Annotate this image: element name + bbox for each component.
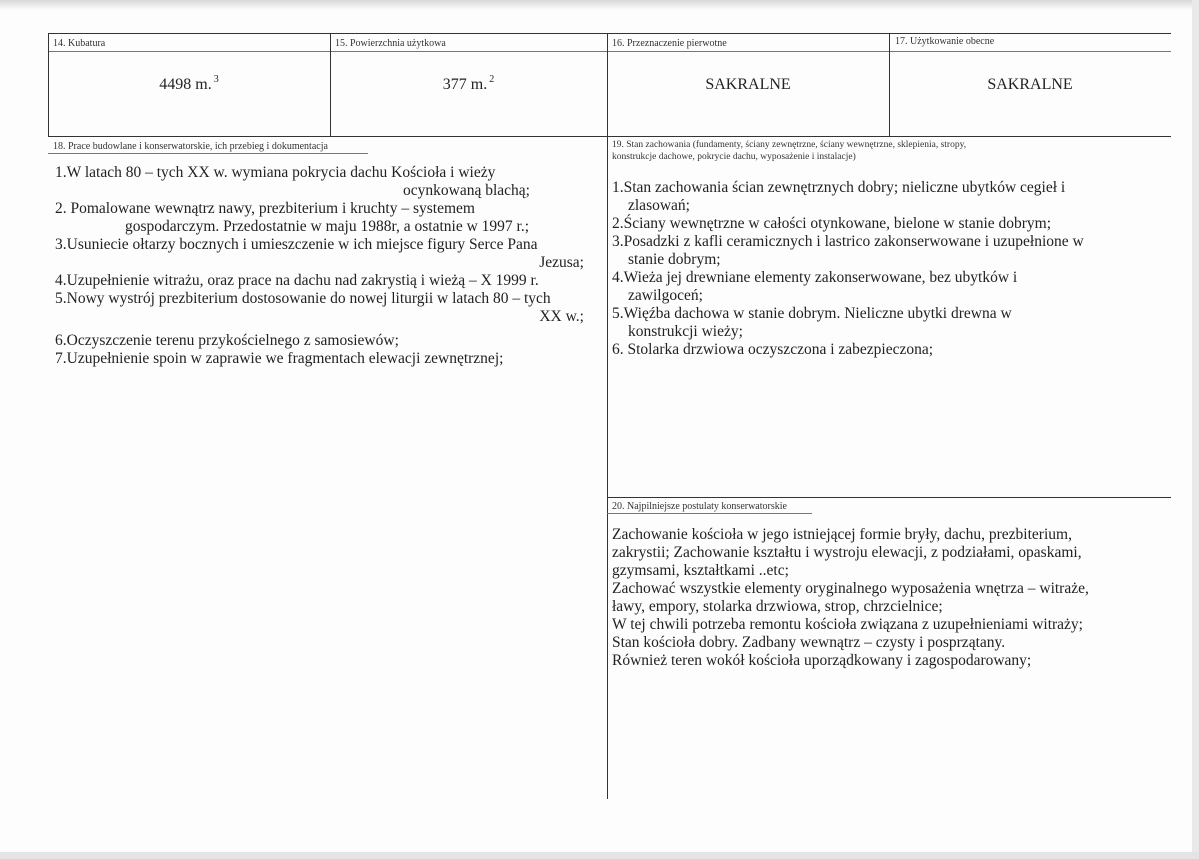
f20-line: zakrystii; Zachowanie kształtu i wystroju elewacji, z podziałami, opaskami, — [612, 544, 1082, 561]
f18-line: XX w.; — [539, 308, 584, 325]
f19-line: 4.Wieża jej drewniane elementy zakonserwowane, bez ubytków i — [612, 269, 1018, 286]
field-16-label: 16. Przeznaczenie pierwotne — [612, 38, 727, 49]
f19-line: 1.Stan zachowania ścian zewnętrznych dobry; nieliczne ubytków cegieł i — [612, 179, 1066, 196]
f18-line: ocynkowaną blachą; — [403, 182, 530, 199]
field-17-value: SAKRALNE — [987, 76, 1073, 93]
field-16-value: SAKRALNE — [705, 76, 791, 93]
field-20-label: 20. Najpilniejsze postulaty konserwatorskie — [612, 501, 787, 512]
rule-top-labels — [48, 51, 1171, 52]
field-15-value: 377 m. $^2$ — [442, 74, 495, 93]
f19-line: 2.Ściany wewnętrzne w całości otynkowane, bielone w stanie dobrym; — [612, 215, 1052, 232]
f19-line: zawilgoceń; — [628, 287, 703, 304]
field-20-content — [612, 526, 1167, 670]
field-15-label: 15. Powierzchnia użytkowa — [335, 38, 446, 49]
f18-line: gospodarczym. Przedostatnie w maju 1988r, a ostatnie w 1997 r.; — [125, 218, 530, 235]
rule-f20 — [607, 497, 1171, 498]
field-14-label: 14. Kubatura — [53, 38, 106, 49]
f20-line: gzymsami, kształtkami ..etc; — [612, 562, 789, 579]
field-19-label-line2: konstrukcje dachowe, pokrycie dachu, wyposażenie i instalacje) — [612, 152, 856, 162]
field-19-content — [612, 179, 1167, 359]
f20-line: Zachować wszystkie elementy oryginalnego wyposażenia wnętrza – witraże, — [612, 580, 1089, 597]
f19-line: 6. Stolarka drzwiowa oczyszczona i zabezpieczona; — [612, 341, 934, 358]
field-14-value: 4498 m. $^3$ — [159, 74, 219, 93]
scan-edge-bottom — [0, 852, 1199, 859]
f19-line: zlasowań; — [628, 197, 690, 214]
f18-line: 6.Oczyszczenie terenu przykościelnego z samosiewów; — [55, 332, 399, 349]
field-19-label-line1: 19. Stan zachowania (fundamenty, ściany zewnętrzne, ściany wewnętrzne, sklepienia, stropy, — [612, 140, 967, 150]
scan-edge-right — [1192, 0, 1199, 859]
rule-top — [48, 33, 1171, 34]
f18-line: 5.Nowy wystrój prezbiterium dostosowanie do nowej liturgii w latach 80 – tych — [55, 290, 551, 307]
scan-edge-top — [0, 0, 1199, 10]
f19-line: stanie dobrym; — [628, 251, 721, 268]
f18-line: 4.Uzupełnienie witrażu, oraz prace na dachu nad zakrystią i wieżą – X 1999 r. — [55, 272, 539, 289]
field-18-content — [55, 164, 600, 368]
f18-line: 1.W latach 80 – tych XX w. wymiana pokrycia dachu Kościoła i wieży — [55, 164, 496, 181]
f20-line: Również teren wokół kościoła uporządkowany i zagospodarowany; — [612, 652, 1032, 669]
field-17-label: 17. Użytkowanie obecne — [895, 36, 995, 47]
f20-line: W tej chwili potrzeba remontu kościoła związana z uzupełnieniami witraży; — [612, 616, 1083, 633]
rule-mid — [48, 136, 1171, 137]
field-18-label: 18. Prace budowlane i konserwatorskie, ich przebieg i dokumentacja — [53, 141, 328, 152]
rule-div-center — [607, 33, 608, 799]
f18-line: 2. Pomalowane wewnątrz nawy, prezbiterium i kruchty – systemem — [55, 200, 475, 217]
field-20-label-underline — [607, 513, 812, 514]
f19-line: 3.Posadzki z kafli ceramicznych i lastrico zakonserwowane i uzupełnione w — [612, 233, 1084, 250]
f20-line: Zachowanie kościoła w jego istniejącej formie bryły, dachu, prezbiterium, — [612, 526, 1072, 543]
f18-line: 7.Uzupełnienie spoin w zaprawie we fragmentach elewacji zewnętrznej; — [55, 350, 504, 367]
f20-line: ławy, empory, stolarka drzwiowa, strop, chrzcielnice; — [612, 598, 943, 615]
f20-line: Stan kościoła dobry. Zadbany wewnątrz – czysty i posprzątany. — [612, 634, 1006, 651]
f18-line: Jezusa; — [539, 254, 584, 271]
field-18-label-underline — [48, 153, 368, 154]
f18-line: 3.Usuniecie ołtarzy bocznych i umieszczenie w ich miejsce figury Serce Pana — [55, 236, 538, 253]
f19-line: 5.Więźba dachowa w stanie dobrym. Nieliczne ubytki drewna w — [612, 305, 1012, 322]
f19-line: konstrukcji wieży; — [628, 323, 743, 340]
